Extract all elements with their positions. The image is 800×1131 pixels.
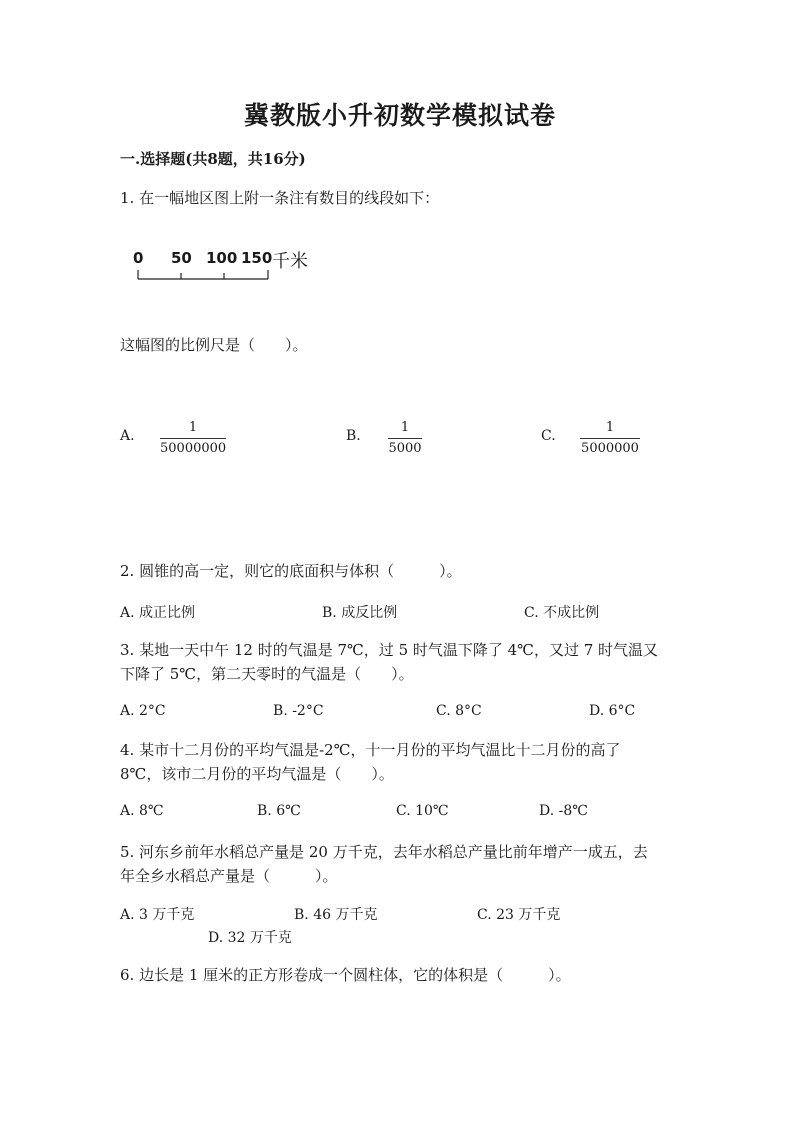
question-4-stem-line-2: 8℃，该市二月份的平均气温是（ ）。 <box>120 765 394 783</box>
fraction-denominator: 5000 <box>388 438 422 457</box>
question-3-option: A. 2°C <box>120 703 166 719</box>
scale-tick-label: 150 <box>241 249 273 267</box>
question-4-option: B. 6℃ <box>257 803 301 819</box>
question-5-option: D. 32 万千克 <box>208 930 292 946</box>
question-2-option: C. 不成比例 <box>524 605 600 621</box>
option-a-fraction <box>160 420 226 457</box>
question-1-sub: 这幅图的比例尺是（ ）。 <box>120 336 308 354</box>
question-5-option: A. 3 万千克 <box>120 907 195 923</box>
question-1-stem: 1. 在一幅地区图上附一条注有数目的线段如下： <box>120 189 440 207</box>
scale-unit: 千米 <box>272 251 308 272</box>
option-b-fraction <box>388 420 422 457</box>
option-c-label: C. <box>541 428 556 444</box>
question-4-stem-line-1: 4. 某市十二月份的平均气温是-2℃，十一月份的平均气温比十二月份的高了 <box>120 741 621 759</box>
question-5-option: B. 46 万千克 <box>294 907 378 923</box>
fraction-denominator: 5000000 <box>580 438 640 457</box>
question-3-stem-line-1: 3. 某地一天中午 12 时的气温是 7℃，过 5 时气温下降了 4℃，又过 7 时气温又 <box>120 641 659 659</box>
scale-tick-label: 50 <box>171 249 192 267</box>
fraction-numerator: 1 <box>605 420 615 435</box>
question-4-option: A. 8℃ <box>120 803 164 819</box>
question-3-option: D. 6°C <box>589 703 636 719</box>
fraction-denominator: 50000000 <box>160 438 226 457</box>
scale-tick-label: 100 <box>206 249 238 267</box>
question-2-option: B. 成反比例 <box>322 605 398 621</box>
option-c-fraction <box>580 420 640 457</box>
question-2-option: A. 成正比例 <box>120 605 196 621</box>
option-a-label: A. <box>120 428 135 444</box>
section-heading: 一.选择题(共8题，共16分) <box>120 150 306 168</box>
question-4-option: D. -8℃ <box>539 803 588 819</box>
question-6-stem: 6. 边长是 1 厘米的正方形卷成一个圆柱体，它的体积是（ ）。 <box>120 966 571 984</box>
scale-line <box>130 266 275 282</box>
question-3-option: C. 8°C <box>436 703 482 719</box>
question-4-option: C. 10℃ <box>396 803 449 819</box>
question-5-option: C. 23 万千克 <box>477 907 561 923</box>
question-5-stem-line-1: 5. 河东乡前年水稻总产量是 20 万千克，去年水稻总产量比前年增产一成五，去 <box>120 843 648 861</box>
scale-tick-label: 0 <box>133 249 144 267</box>
option-b-label: B. <box>346 428 361 444</box>
question-3-stem-line-2: 下降了 5℃，第二天零时的气温是（ ）。 <box>120 665 414 683</box>
fraction-numerator: 1 <box>400 420 410 435</box>
question-3-option: B. -2°C <box>273 703 324 719</box>
page-title: 冀教版小升初数学模拟试卷 <box>243 101 556 130</box>
question-5-stem-line-2: 年全乡水稻总产量是（ ）。 <box>120 867 338 885</box>
question-2-stem: 2. 圆锥的高一定，则它的底面积与体积（ ）。 <box>120 562 462 580</box>
fraction-numerator: 1 <box>188 420 198 435</box>
